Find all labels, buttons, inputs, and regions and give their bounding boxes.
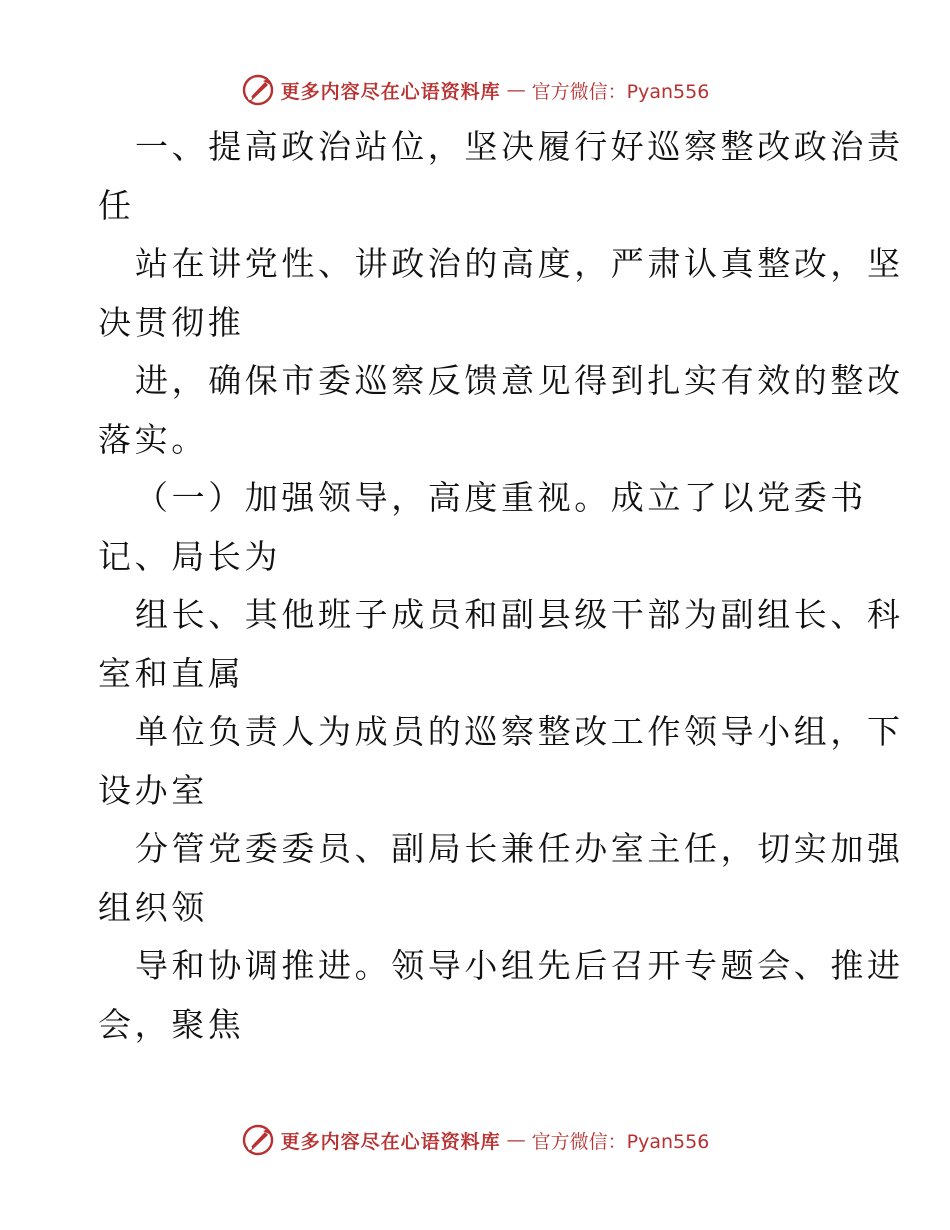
text-line: 落实。	[98, 419, 208, 459]
header-watermark	[0, 70, 950, 110]
text-line: 站在讲党性、讲政治的高度，严肃认真整改，坚	[135, 244, 904, 283]
footer-watermark	[0, 1120, 950, 1160]
watermark-contact: 官方微信：Pyan556	[531, 80, 710, 103]
text-line: 决贯彻推	[98, 302, 245, 342]
text-line: 一、提高政治站位，坚决履行好巡察整改政治责	[135, 127, 904, 166]
text-line: 组长、其他班子成员和副县级干部为副组长、科	[135, 595, 904, 634]
text-line: 设办室	[98, 770, 208, 810]
text-line: 会，聚焦	[98, 1004, 245, 1044]
text-line: 任	[98, 185, 135, 225]
watermark-contact: 官方微信：Pyan556	[531, 1130, 710, 1153]
text-line: 进，确保市委巡察反馈意见得到扎实有效的整改	[135, 361, 904, 400]
text-line: 单位负责人为成员的巡察整改工作领导小组，下	[135, 712, 904, 751]
watermark-brand: 更多内容尽在心语资料库	[280, 80, 501, 103]
text-line: 记、局长为	[98, 536, 281, 576]
quill-pen-logo-icon	[241, 73, 275, 107]
watermark-separator: —	[506, 79, 526, 101]
watermark-separator: —	[506, 1129, 526, 1151]
text-line: （一）加强领导，高度重视。成立了以党委书	[135, 478, 867, 517]
document-body	[98, 118, 904, 1054]
text-line: 室和直属	[98, 653, 245, 693]
text-line: 分管党委委员、副局长兼任办室主任，切实加强	[135, 829, 904, 868]
watermark-brand: 更多内容尽在心语资料库	[280, 1130, 501, 1153]
quill-pen-logo-icon	[241, 1123, 275, 1157]
text-line: 组织领	[98, 887, 208, 927]
text-line: 导和协调推进。领导小组先后召开专题会、推进	[135, 946, 904, 985]
